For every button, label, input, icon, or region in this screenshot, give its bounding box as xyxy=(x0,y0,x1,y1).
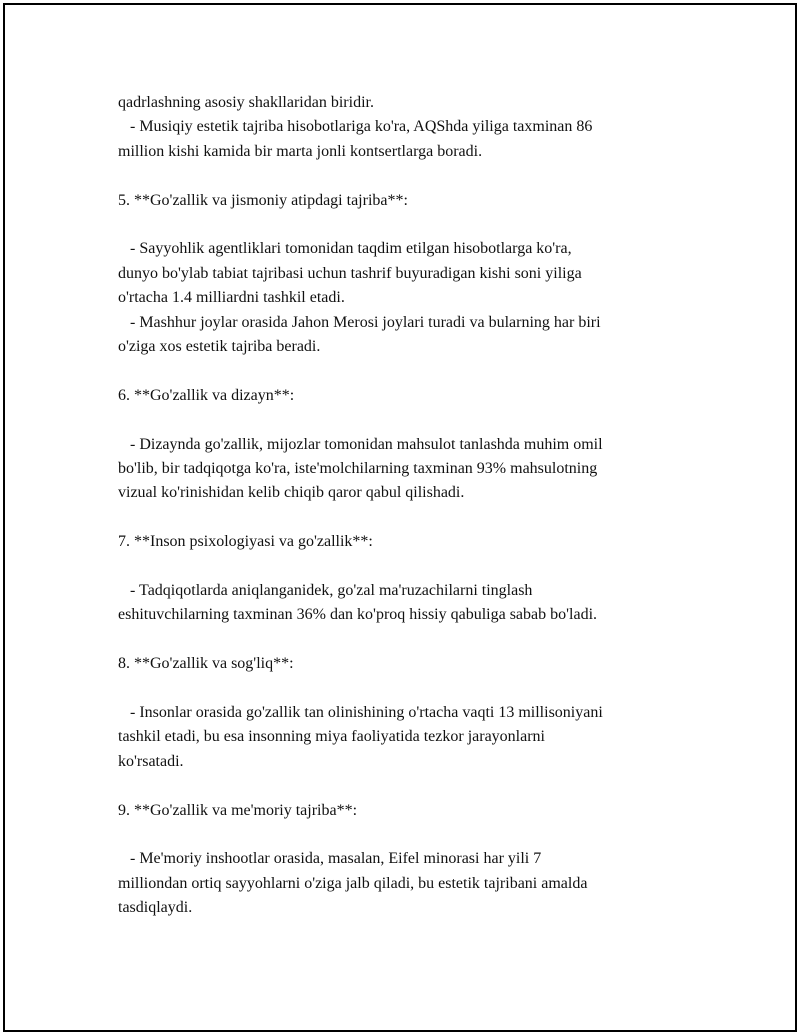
text-line: million kishi kamida bir marta jonli kontsertlarga boradi. xyxy=(118,142,483,160)
document-body xyxy=(118,91,698,921)
text-line: - Sayyohlik agentliklari tomonidan taqdim etilgan hisobotlarga ko'ra, xyxy=(118,240,572,258)
text-line: qadrlashning asosiy shakllaridan biridir. xyxy=(118,94,374,111)
text-line: bo'lib, bir tadqiqotga ko'ra, iste'molchilarning taxminan 93% mahsulotning xyxy=(118,460,598,478)
text-line: dunyo bo'ylab tabiat tajribasi uchun tashrif buyuradigan kishi soni yiliga xyxy=(118,264,582,282)
blank-line xyxy=(118,774,698,798)
blank-line xyxy=(118,408,698,432)
section-heading: 5. **Go'zallik va jismoniy atipdagi tajriba**: xyxy=(118,191,408,209)
blank-line xyxy=(118,164,698,188)
text-line: vizual ko'rinishidan kelib chiqib qaror qabul qilishadi. xyxy=(118,484,465,502)
text-line: ko'rsatadi. xyxy=(118,752,184,770)
text-line: - Musiqiy estetik tajriba hisobotlariga ko'ra, AQShda yiliga taxminan 86 xyxy=(118,118,593,136)
section-heading: 6. **Go'zallik va dizayn**: xyxy=(118,386,295,404)
text-line: o'ziga xos estetik tajriba beradi. xyxy=(118,338,321,356)
text-line: o'rtacha 1.4 milliardni tashkil etadi. xyxy=(118,289,345,307)
blank-line xyxy=(118,628,698,652)
text-line: tashkil etadi, bu esa insonning miya faoliyatida tezkor jarayonlarni xyxy=(118,728,545,746)
text-line: - Insonlar orasida go'zallik tan olinishining o'rtacha vaqti 13 millisoniyani xyxy=(118,704,603,722)
text-line: milliondan ortiq sayyohlarni o'ziga jalb qiladi, bu estetik tajribani amalda xyxy=(118,874,588,892)
section-heading: 8. **Go'zallik va sog'liq**: xyxy=(118,655,294,673)
text-line: tasdiqlaydi. xyxy=(118,899,193,917)
blank-line xyxy=(118,213,698,237)
text-line: - Me'moriy inshootlar orasida, masalan, Eifel minorasi har yili 7 xyxy=(118,850,542,868)
section-heading: 7. **Inson psixologiyasi va go'zallik**: xyxy=(118,533,373,551)
blank-line xyxy=(118,359,698,383)
section-heading: 9. **Go'zallik va me'moriy tajriba**: xyxy=(118,801,358,819)
text-line: - Mashhur joylar orasida Jahon Merosi joylari turadi va bularning har biri xyxy=(118,313,601,331)
text-line: - Dizaynda go'zallik, mijozlar tomonidan mahsulot tanlashda muhim omil xyxy=(118,435,603,453)
text-line: - Tadqiqotlarda aniqlanganidek, go'zal ma'ruzachilarni tinglash xyxy=(118,582,533,600)
blank-line xyxy=(118,823,698,847)
blank-line xyxy=(118,555,698,579)
blank-line xyxy=(118,677,698,701)
text-line: eshituvchilarning taxminan 36% dan ko'proq hissiy qabuliga sabab bo'ladi. xyxy=(118,606,598,624)
blank-line xyxy=(118,506,698,530)
